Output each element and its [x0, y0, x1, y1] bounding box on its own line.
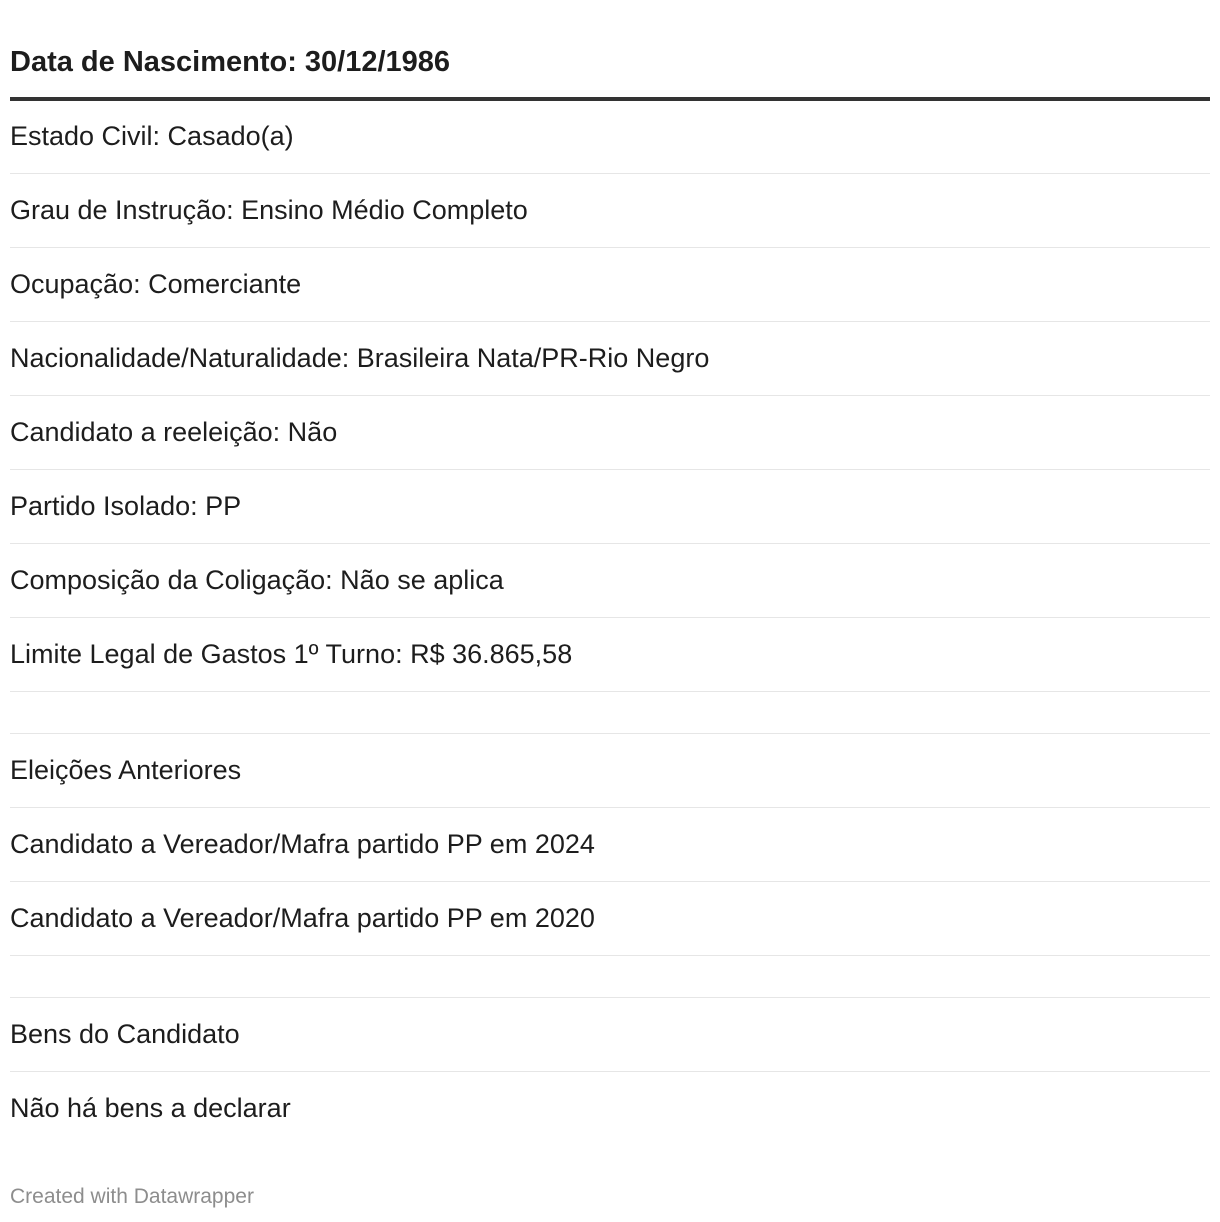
table-row	[10, 395, 1210, 469]
row-coalition: Composição da Coligação: Não se aplica	[10, 543, 1210, 617]
row-assets-title: Bens do Candidato	[10, 997, 1210, 1071]
row-party: Partido Isolado: PP	[10, 469, 1210, 543]
table-row	[10, 997, 1210, 1071]
row-marital-status: Estado Civil: Casado(a)	[10, 99, 1210, 173]
table-row	[10, 469, 1210, 543]
row-empty	[10, 691, 1210, 733]
row-previous-elections-title: Eleições Anteriores	[10, 733, 1210, 807]
table-row	[10, 1071, 1210, 1145]
row-occupation: Ocupação: Comerciante	[10, 247, 1210, 321]
row-reelection: Candidato a reeleição: Não	[10, 395, 1210, 469]
table-row	[10, 733, 1210, 807]
datawrapper-table-container	[10, 0, 1210, 1208]
table-row	[10, 247, 1210, 321]
datawrapper-credit-link[interactable]: Created with Datawrapper	[10, 1185, 254, 1208]
table-row	[10, 321, 1210, 395]
table-row	[10, 99, 1210, 173]
row-empty	[10, 955, 1210, 997]
row-nationality: Nacionalidade/Naturalidade: Brasileira Nata/PR-Rio Negro	[10, 321, 1210, 395]
table-row	[10, 543, 1210, 617]
table-row	[10, 807, 1210, 881]
table-row	[10, 881, 1210, 955]
table-header-birthdate: Data de Nascimento: 30/12/1986	[10, 0, 1210, 99]
table-row-blank	[10, 955, 1210, 997]
row-education: Grau de Instrução: Ensino Médio Completo	[10, 173, 1210, 247]
table-header-row	[10, 0, 1210, 99]
table-row	[10, 173, 1210, 247]
table-row-blank	[10, 691, 1210, 733]
row-election-2024: Candidato a Vereador/Mafra partido PP em 2024	[10, 807, 1210, 881]
candidate-info-table	[10, 0, 1210, 1145]
row-no-assets: Não há bens a declarar	[10, 1092, 291, 1123]
table-row	[10, 617, 1210, 691]
row-election-2020: Candidato a Vereador/Mafra partido PP em 2020	[10, 881, 1210, 955]
row-spending-limit: Limite Legal de Gastos 1º Turno: R$ 36.865,58	[10, 617, 1210, 691]
